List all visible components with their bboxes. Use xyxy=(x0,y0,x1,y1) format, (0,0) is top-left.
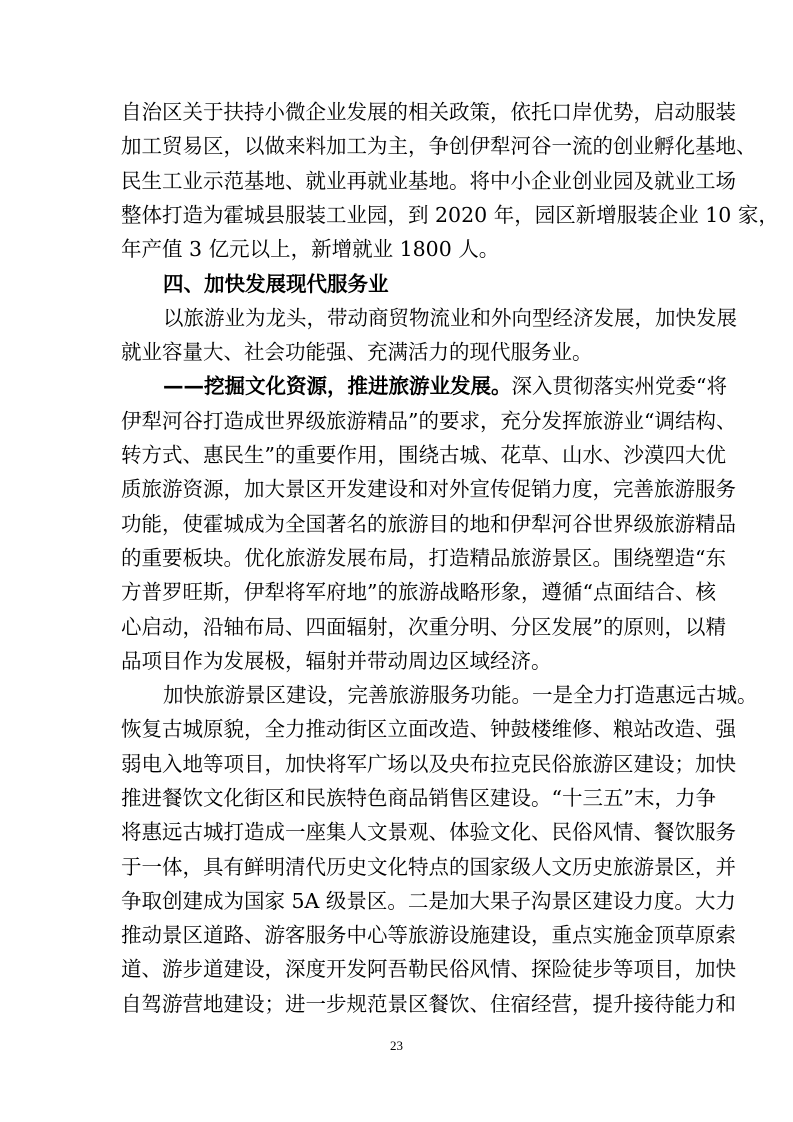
line-text: 争取创建成为国家 5A 级景区。二是加大果子沟景区建设力度。大力 xyxy=(121,889,736,913)
paragraph-line xyxy=(121,201,779,229)
line-text: 功能，使霍城成为全国著名的旅游目的地和伊犁河谷世界级旅游精品 xyxy=(121,512,736,536)
line-text: 推动景区道路、游客服务中心等旅游设施建设，重点实施金顶草原索 xyxy=(121,923,736,947)
section-heading-text: 四、加快发展现代服务业 xyxy=(163,272,389,296)
line-text: 的重要板块。优化旅游发展布局，打造精品旅游景区。围绕塑造“东 xyxy=(121,546,726,570)
paragraph-line xyxy=(121,235,681,263)
subsection-lead: ——挖掘文化资源，推进旅游业发展。 xyxy=(163,374,512,398)
paragraph-line xyxy=(121,784,716,812)
paragraph-line xyxy=(121,441,726,469)
paragraph-line xyxy=(163,304,737,332)
line-text: 方普罗旺斯，伊犁将军府地”的旅游战略形象，遵循“点面结合、核 xyxy=(121,580,716,604)
paragraph-line xyxy=(163,681,758,709)
paragraph-line xyxy=(121,715,736,743)
line-text: 就业容量大、社会功能强、充满活力的现代服务业。 xyxy=(121,340,593,364)
paragraph-line xyxy=(121,544,726,572)
line-text: 于一体，具有鲜明清代历史文化特点的国家级人文历史旅游景区，并 xyxy=(121,855,736,879)
paragraph-line xyxy=(121,955,736,983)
line-text: 整体打造为霍城县服装工业园，到 2020 年，园区新增服装企业 10 家， xyxy=(121,203,779,227)
paragraph-line xyxy=(121,578,716,606)
paragraph-line xyxy=(121,98,736,126)
line-text: 自驾游营地建设；进一步规范景区餐饮、住宿经营，提升接待能力和 xyxy=(121,992,736,1016)
page-number: 23 xyxy=(390,1038,403,1053)
line-text: 加快旅游景区建设，完善旅游服务功能。一是全力打造惠远古城。 xyxy=(163,683,758,707)
paragraph-line xyxy=(121,407,737,435)
line-text: 年产值 3 亿元以上，新增就业 1800 人。 xyxy=(121,237,500,261)
paragraph-line xyxy=(121,818,736,846)
line-text: 推进餐饮文化街区和民族特色商品销售区建设。“十三五”末，力争 xyxy=(121,786,716,810)
paragraph-line xyxy=(121,853,736,881)
line-text: 加工贸易区，以做来料加工为主，争创伊犁河谷一流的创业孵化基地、 xyxy=(121,134,757,158)
paragraph-line xyxy=(121,167,736,195)
paragraph-line xyxy=(163,372,727,400)
paragraph-line xyxy=(121,990,736,1018)
line-text: 质旅游资源，加大景区开发建设和对外宣传促销力度，完善旅游服务 xyxy=(121,477,736,501)
line-text: 民生工业示范基地、就业再就业基地。将中小企业创业园及就业工场 xyxy=(121,169,736,193)
line-text: 弱电入地等项目，加快将军广场以及央布拉克民俗旅游区建设；加快 xyxy=(121,752,736,776)
paragraph-line xyxy=(121,921,736,949)
line-text: 伊犁河谷打造成世界级旅游精品”的要求，充分发挥旅游业“调结构、 xyxy=(121,409,737,433)
line-text: 恢复古城原貌，全力推动街区立面改造、钟鼓楼维修、粮站改造、强 xyxy=(121,717,736,741)
line-text: 转方式、惠民生”的重要作用，围绕古城、花草、山水、沙漠四大优 xyxy=(121,443,726,467)
line-text: 将惠远古城打造成一座集人文景观、体验文化、民俗风情、餐饮服务 xyxy=(121,820,736,844)
line-text: 品项目作为发展极，辐射并带动周边区域经济。 xyxy=(121,649,552,673)
line-text: 心启动，沿轴布局、四面辐射，次重分明、分区发展”的原则，以精 xyxy=(121,615,726,639)
line-text: 道、游步道建设，深度开发阿吾勒民俗风情、探险徒步等项目，加快 xyxy=(121,957,736,981)
paragraph-line xyxy=(121,475,736,503)
paragraph-line xyxy=(121,338,681,366)
line-text: 自治区关于扶持小微企业发展的相关政策，依托口岸优势，启动服装 xyxy=(121,100,736,124)
paragraph-line xyxy=(121,647,681,675)
paragraph-line xyxy=(121,887,736,915)
line-text: 以旅游业为龙头，带动商贸物流业和外向型经济发展，加快发展 xyxy=(163,306,737,330)
paragraph-line xyxy=(121,613,726,641)
line-text: 深入贯彻落实州党委“将 xyxy=(511,374,727,398)
paragraph-line xyxy=(121,510,736,538)
paragraph-line xyxy=(121,132,757,160)
section-heading xyxy=(163,270,681,298)
paragraph-line xyxy=(121,750,736,778)
